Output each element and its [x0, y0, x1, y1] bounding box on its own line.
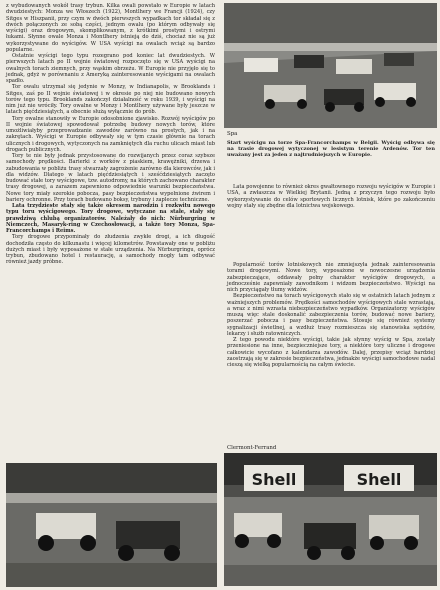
bold-paragraph: Lata trzydzieste stały się także okresem narodzin i rozkwitu nowego typu toru wyścigowego. Tory drogowe, wytyczane na stałe, stały się prawdziwą chlubą organizatorów. Należały do nich: Nürburgring w Niemczech, Masaryk-ring w Czechosłowacji, a także tory Monza, Spa-Francorchamps i Reims.	[6, 203, 215, 234]
photo-caption-spa: Start wyścigu na torze Spa-Francorchamps w Belgii. Wyścig odbywa się na trasie drogowej wytyczonej w lesistym terenie Ardenów. Tor ten uważany jest za jeden z najtrudniejszych w Europie.	[227, 140, 435, 159]
race-start-photo-spa	[224, 3, 437, 128]
race-photo-monza	[6, 463, 217, 587]
photo-label-clermont-ferrand: Clermont-Ferrand	[227, 445, 277, 451]
paragraph: Tory owalne stanowiły w Europie odosobnione zjawisko. Rozwój wyścigów po II wojnie światowej spowodował potrzebę budowy nowych torów, które umożliwiałyby przeprowadzanie zawodów zarówno na prostych, jak i na zakrętach. Wyścigi w Europie odbywały się w tym czasie głównie na torach ulicznych i drogowych, wytyczonych na zamkniętych dla ruchu ulicach miast lub drogach publicznych.	[6, 115, 215, 153]
race-photo-clermont-ferrand	[224, 453, 437, 586]
paragraph: Ostatnie wyścigi tego typu rozegrano pod koniec lat dwudziestych. W pierwszych latach po II wojnie światowej rozpoczęto się w USA wyścigi na owalnych torach ziemnych, przy wąskim obrzeżu. W Europie nie przyjęło się to jednak, gdyż w porównaniu z Ameryką zainteresowanie wyścigami na owalach spadło.	[6, 53, 215, 84]
paragraph: Z tego powodu niektóre wyścigi, takie jak słynny wyścig w Spa, zostały przeniesione na inne, bezpieczniejsze tory, a niektóre tory uliczne i drogowe całkowicie wycofano z kalendarza zawodów. Dalej, przepisy wciąż bardziej zaostrzają się w zakresie bezpieczeństwa, jednakże wyścigi samochodowe nadal cieszą się wielką popularnością na całym świecie.	[227, 337, 435, 368]
paragraph: z wybudowanych wokół trasy trybun. Kilka owali powstało w Europie w latach dwudziestych: Monza we Włoszech (1922), Montlhery we Francji (1924), czy Sitges w Hiszpanii, przy czym w dwóch pierwszych wypadkach tor składał się z dwóch połączonych ze sobą części, jednym owalu (po którym odbywały się wyścigi) oraz drogowym, skomplikowanym, z krótkimi prostymi i ostrymi łukami. Słynne owale Monza i Montlhery istnieją do dziś, chociaż nie są już wykorzystywane do wyścigów. W USA wyścigi na owalach wciąż są bardzo popularne.	[6, 3, 215, 53]
right-text-column	[227, 262, 435, 368]
paragraph: Tory drogowe przypominały do złudzenia zwykłe drogi, a ich długość dochodziła często do kilkunastu i więcej kilometrów. Powstawały one w pobliżu dużych miast i były wyposażone w stałe urządzenia. Na Nürburgringu, oprócz trybun, zbudowano hotel i restaurację, a samochody mogły tam odbywać również jazdy próbne.	[6, 234, 215, 266]
svg-text:Shell: Shell	[251, 470, 297, 489]
paragraph: Lata powojenne to również okres gwałtownego rozwoju wyścigów w Europie i USA, a zwłaszcza w Wielkiej Brytanii. Jedną z przyczyn tego rozwoju było wykorzystywanie do celów sportowych licznych lotnisk, które po zakończeniu wojny stały się zbędne dla lotnictwa wojskowego.	[227, 184, 435, 209]
left-text-column	[6, 3, 215, 266]
right-text-column-top	[227, 184, 435, 209]
paragraph: Tor owalu utrzymał się jedynie w Monzy, w Indianapolis, w Brooklands i Sitges, zaś po II wojnie światowej i w okresie po niej nie budowano nowych torów tego typu. Brooklands zakończył działalność w roku 1939, i wyścigi na nim już nie wróciły. Tory owalne w Monzy i Montlhery używane były jeszcze w latach pięćdziesiątych, a obecnie służą wyłącznie do prób.	[6, 84, 215, 116]
paragraph: Bezpieczeństwo na torach wyścigowych stało się w ostatnich latach jednym z ważniejszych problemów. Prędkości samochodów wyścigowych stale wzrastają, a wraz z nimi wzrasta niebezpieczeństwo wypadków. Organizatorzy wyścigów muszą więc stale doskonalić zabezpieczenia torów, budować nowe bariery, poszerzać pobocza i pasy bezpieczeństwa. Stosuje się również systemy sygnalizacji świetlnej, a wzdłuż trasy rozmieszcza się stanowiska sędziów, lekarzy i służb ratowniczych.	[227, 293, 435, 337]
paragraph: Popularność torów lotniskowych nie zmniejszyła jednak zainteresowania torami drogowymi. Nowe tory, wyposażone w nowoczesne urządzenia zabezpieczające, oddawały pełny charakter wyścigów drogowych, a jednocześnie zapewniały zawodnikom i widzom bezpieczeństwo. Wyścigi na nich przyciągały tłumy widzów.	[227, 262, 435, 293]
svg-text:Shell: Shell	[356, 470, 402, 489]
photo-label-spa: Spa	[227, 131, 238, 137]
paragraph: Tory te nie były jednak przystosowane do rozwijanych przez coraz szybsze samochody prędkości. Barierki z worków z piaskiem, krawężniki, drzewa i zabudowania w pobliżu trasy stwarzały zagrożenie zarówno dla kierowców, jak i dla widzów. Dlatego w latach pięćdziesiątych i sześćdziesiątych zaczęto budować stałe tory wyścigowe, tzw. autodromy, na których zachowano charakter trasy drogowej, a zarazem zapewniono odpowiednie warunki bezpieczeństwa. Nowe tory miały szerokie pobocza, pasy bezpieczeństwa wypełnione żwirem i bariery ochronne. Przy torach budowano boksy, trybuny i zaplecze techniczne.	[6, 153, 215, 203]
